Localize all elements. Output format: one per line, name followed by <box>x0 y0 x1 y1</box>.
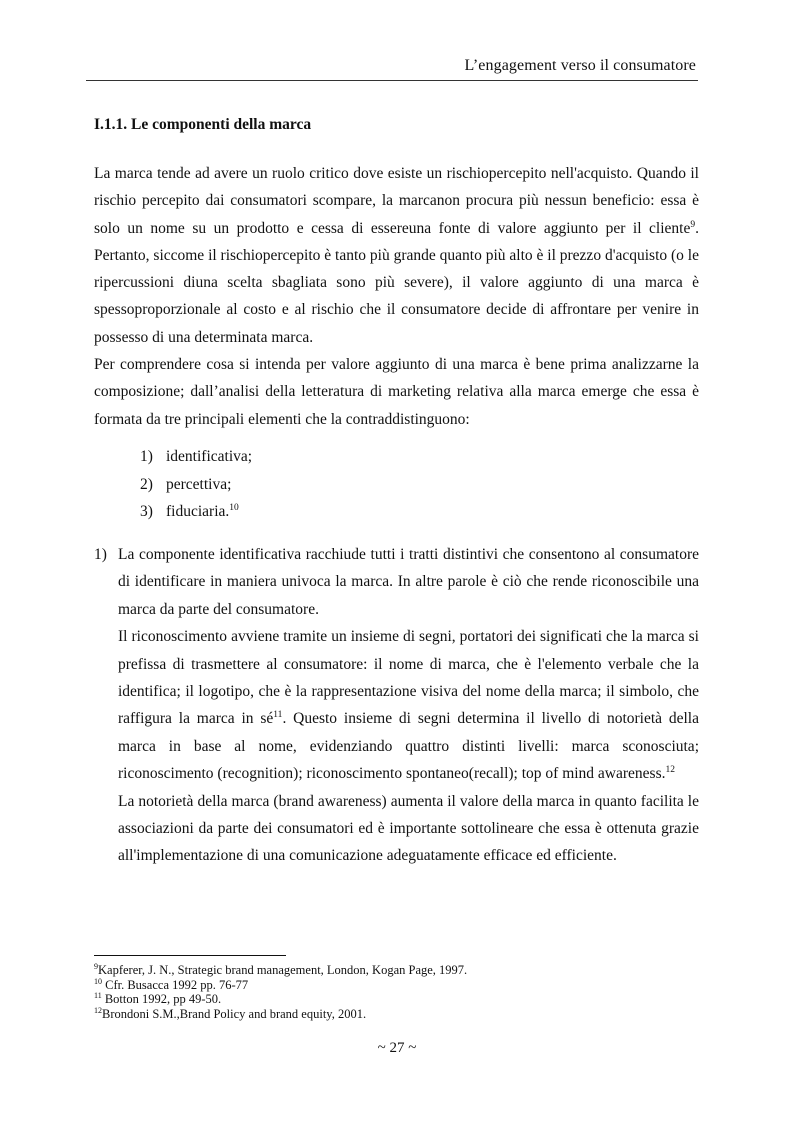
list-item-number: 3) <box>140 503 153 520</box>
point-paragraph-2-text: Il riconoscimento avviene tramite un insieme di segni, portatori dei significati che la marca si prefissa di trasmettere al consumatore: il nome di marca, che è l'elemento verbale che la identifica; il logotipo, che è la rappresentazione visiva del nome della marca; il simbolo, che raffigura la marca in sé <box>118 628 699 728</box>
footnote-text: Botton 1992, pp 49-50. <box>101 992 222 1006</box>
list-item <box>140 498 252 526</box>
footnote-ref-10: 10 <box>229 502 239 513</box>
footnote-text: Kapferer, J. N., Strategic brand management, London, Kogan Page, 1997. <box>98 963 468 977</box>
point-paragraph-1: La componente identificativa racchiude tutti i tratti distintivi che consentono al consumatore di identificare in maniera univoca la marca. In altre parole è ciò che rende riconoscibile una marca da parte del consumatore. <box>118 546 699 618</box>
point-paragraph-2 <box>118 623 699 787</box>
list-item <box>140 443 252 471</box>
footnote-separator <box>94 955 286 956</box>
point-paragraph-3: La notorietà della marca (brand awareness) aumenta il valore della marca in quanto facilita le associazioni da parte dei consumatori ed è importante sottolineare che essa è ottenuta grazie all'implementazione di una comunicazione adeguatamente efficace ed efficiente. <box>118 792 699 865</box>
footnote-number: 11 <box>94 990 102 1000</box>
components-list <box>140 443 252 526</box>
header-rule <box>86 80 698 81</box>
body-text <box>94 160 699 433</box>
list-item-text: percettiva; <box>166 475 232 493</box>
footnote-number: 10 <box>94 976 102 986</box>
page-number: ~ 27 ~ <box>377 1040 417 1056</box>
list-item <box>140 471 252 499</box>
footnote <box>94 963 699 978</box>
list-item-number: 1) <box>140 448 153 465</box>
paragraph-1 <box>94 160 699 351</box>
footnote-text: Brondoni S.M.,Brand Policy and brand equity, 2001. <box>102 1006 367 1021</box>
footnote-number: 12 <box>94 1005 102 1015</box>
footnote-ref-11: 11 <box>273 710 283 721</box>
footnote-text: Cfr. Busacca 1992 pp. 76-77 <box>102 977 249 992</box>
point-content <box>118 541 699 870</box>
list-item-number: 2) <box>140 475 153 493</box>
footnote-number: 9 <box>94 961 98 971</box>
point-paragraph-2-text-after: . Questo insieme di segni determina il livello di notorietà della marca in base al nome, evidenziando quattro distinti livelli: marca sconosciuta; riconoscimento (recognition); riconoscimento spontaneo(recall); top of mind awareness. <box>118 710 699 783</box>
paragraph-1-text: La marca tende ad avere un ruolo critico dove esiste un rischiopercepito nell'acquisto. Quando il rischio percepito dai consumatori scompare, la marcanon procura più nessun beneficio: essa è solo un nome su un prodotto e cessa di essereuna fonte di valore aggiunto per il cliente <box>94 165 699 237</box>
running-header: L’engagement verso il consumatore <box>464 57 696 74</box>
numbered-point-1 <box>94 541 699 870</box>
footnote-ref-9: 9 <box>690 219 696 230</box>
paragraph-2: Per comprendere cosa si intenda per valore aggiunto di una marca è bene prima analizzarne la composizione; dall’analisi della letteratura di marketing relativa alla marca emerge che essa è formata da tre principali elementi che la contraddistinguono: <box>94 356 699 428</box>
footnote <box>94 992 699 1007</box>
paragraph-1-text-after: . Pertanto, siccome il rischiopercepito è tanto più grande quanto più alto è il prezzo d'acquisto (o le ripercussioni diuna scelta sbagliata sono più severe), il valore aggiunto di una marca è spessoproporzionale al costo e al rischio che il consumatore decide di affrontare per venire in possesso di una determinata marca. <box>94 219 699 346</box>
list-item-text: identificativa; <box>166 448 253 465</box>
footnote <box>94 1007 699 1022</box>
section-title: I.1.1. Le componenti della marca <box>94 116 312 133</box>
footnote-ref-12: 12 <box>665 765 675 776</box>
list-item-text: fiduciaria. <box>166 503 230 520</box>
point-number: 1) <box>94 546 107 563</box>
footnote <box>94 978 699 993</box>
footnotes <box>94 963 699 1021</box>
